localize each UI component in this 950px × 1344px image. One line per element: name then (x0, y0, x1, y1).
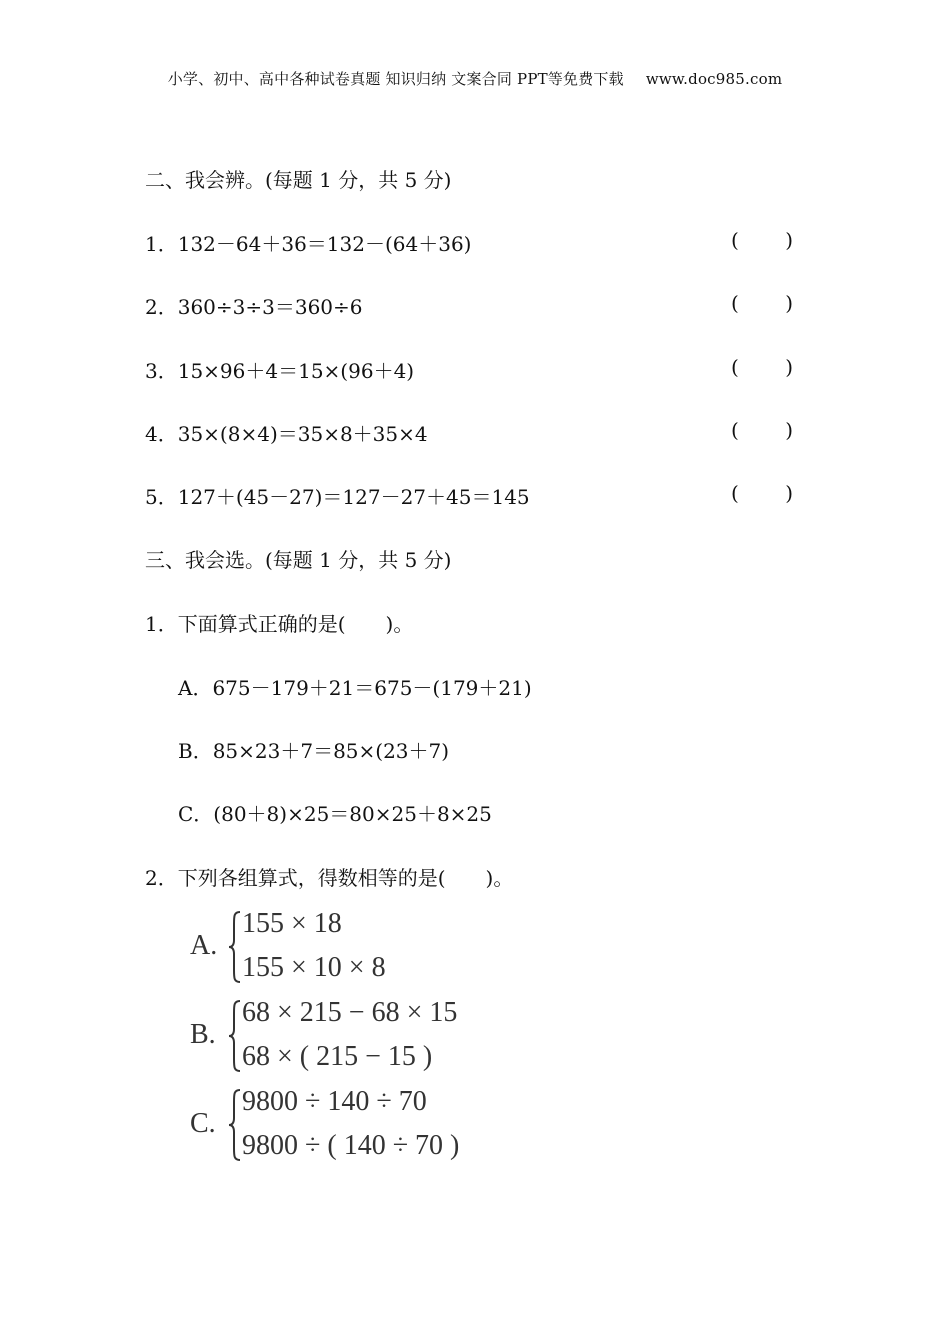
answer-blank-2[interactable]: ( ) (731, 291, 793, 315)
judge-item-5: 5．127＋(45－27)＝127－27＋45＝145 (145, 485, 530, 509)
option-c-label: C. (190, 1108, 216, 1139)
choice-q2-stem: 2．下列各组算式，得数相等的是( )。 (145, 866, 514, 890)
judge-item-2: 2．360÷3÷3＝360÷6 (145, 295, 363, 319)
option-a-label: A. (190, 930, 218, 961)
judge-item-3: 3．15×96＋4＝15×(96＋4) (145, 359, 415, 383)
left-brace-icon (228, 910, 242, 984)
option-b-label: B. (190, 1019, 216, 1050)
choice-q1-option-b[interactable]: B．85×23＋7＝85×(23＋7) (178, 739, 450, 763)
answer-blank-5[interactable]: ( ) (731, 481, 793, 505)
page-header (0, 68, 950, 89)
answer-blank-3[interactable]: ( ) (731, 355, 793, 379)
left-brace-icon (228, 999, 242, 1073)
answer-blank-4[interactable]: ( ) (731, 418, 793, 442)
left-brace-icon (228, 1088, 242, 1162)
answer-blank-1[interactable]: ( ) (731, 228, 793, 252)
option-a-expr-2: 155 × 10 × 8 (242, 952, 386, 983)
header-text: 小学、初中、高中各种试卷真题 知识归纳 文案合同 PPT等免费下载 (167, 70, 624, 88)
option-c-expr-1: 9800 ÷ 140 ÷ 70 (242, 1086, 427, 1117)
judge-item-1: 1．132－64＋36＝132－(64＋36) (145, 232, 472, 256)
choice-q1-option-c[interactable]: C．(80＋8)×25＝80×25＋8×25 (178, 802, 492, 826)
choice-q1-stem: 1．下面算式正确的是( )。 (145, 612, 414, 636)
option-b-expr-1: 68 × 215 − 68 × 15 (242, 997, 458, 1028)
judge-item-4: 4．35×(8×4)＝35×8＋35×4 (145, 422, 428, 446)
choice-q1-option-a[interactable]: A．675－179＋21＝675－(179＋21) (178, 676, 532, 700)
option-c-expr-2: 9800 ÷ ( 140 ÷ 70 ) (242, 1130, 460, 1161)
option-b-expr-2: 68 × ( 215 − 15 ) (242, 1041, 433, 1072)
section3-title: 三、我会选。(每题 1 分，共 5 分) (145, 548, 452, 572)
option-a-expr-1: 155 × 18 (242, 908, 342, 939)
section2-title: 二、我会辨。(每题 1 分，共 5 分) (145, 168, 452, 192)
header-site: www.doc985.com (645, 70, 783, 88)
